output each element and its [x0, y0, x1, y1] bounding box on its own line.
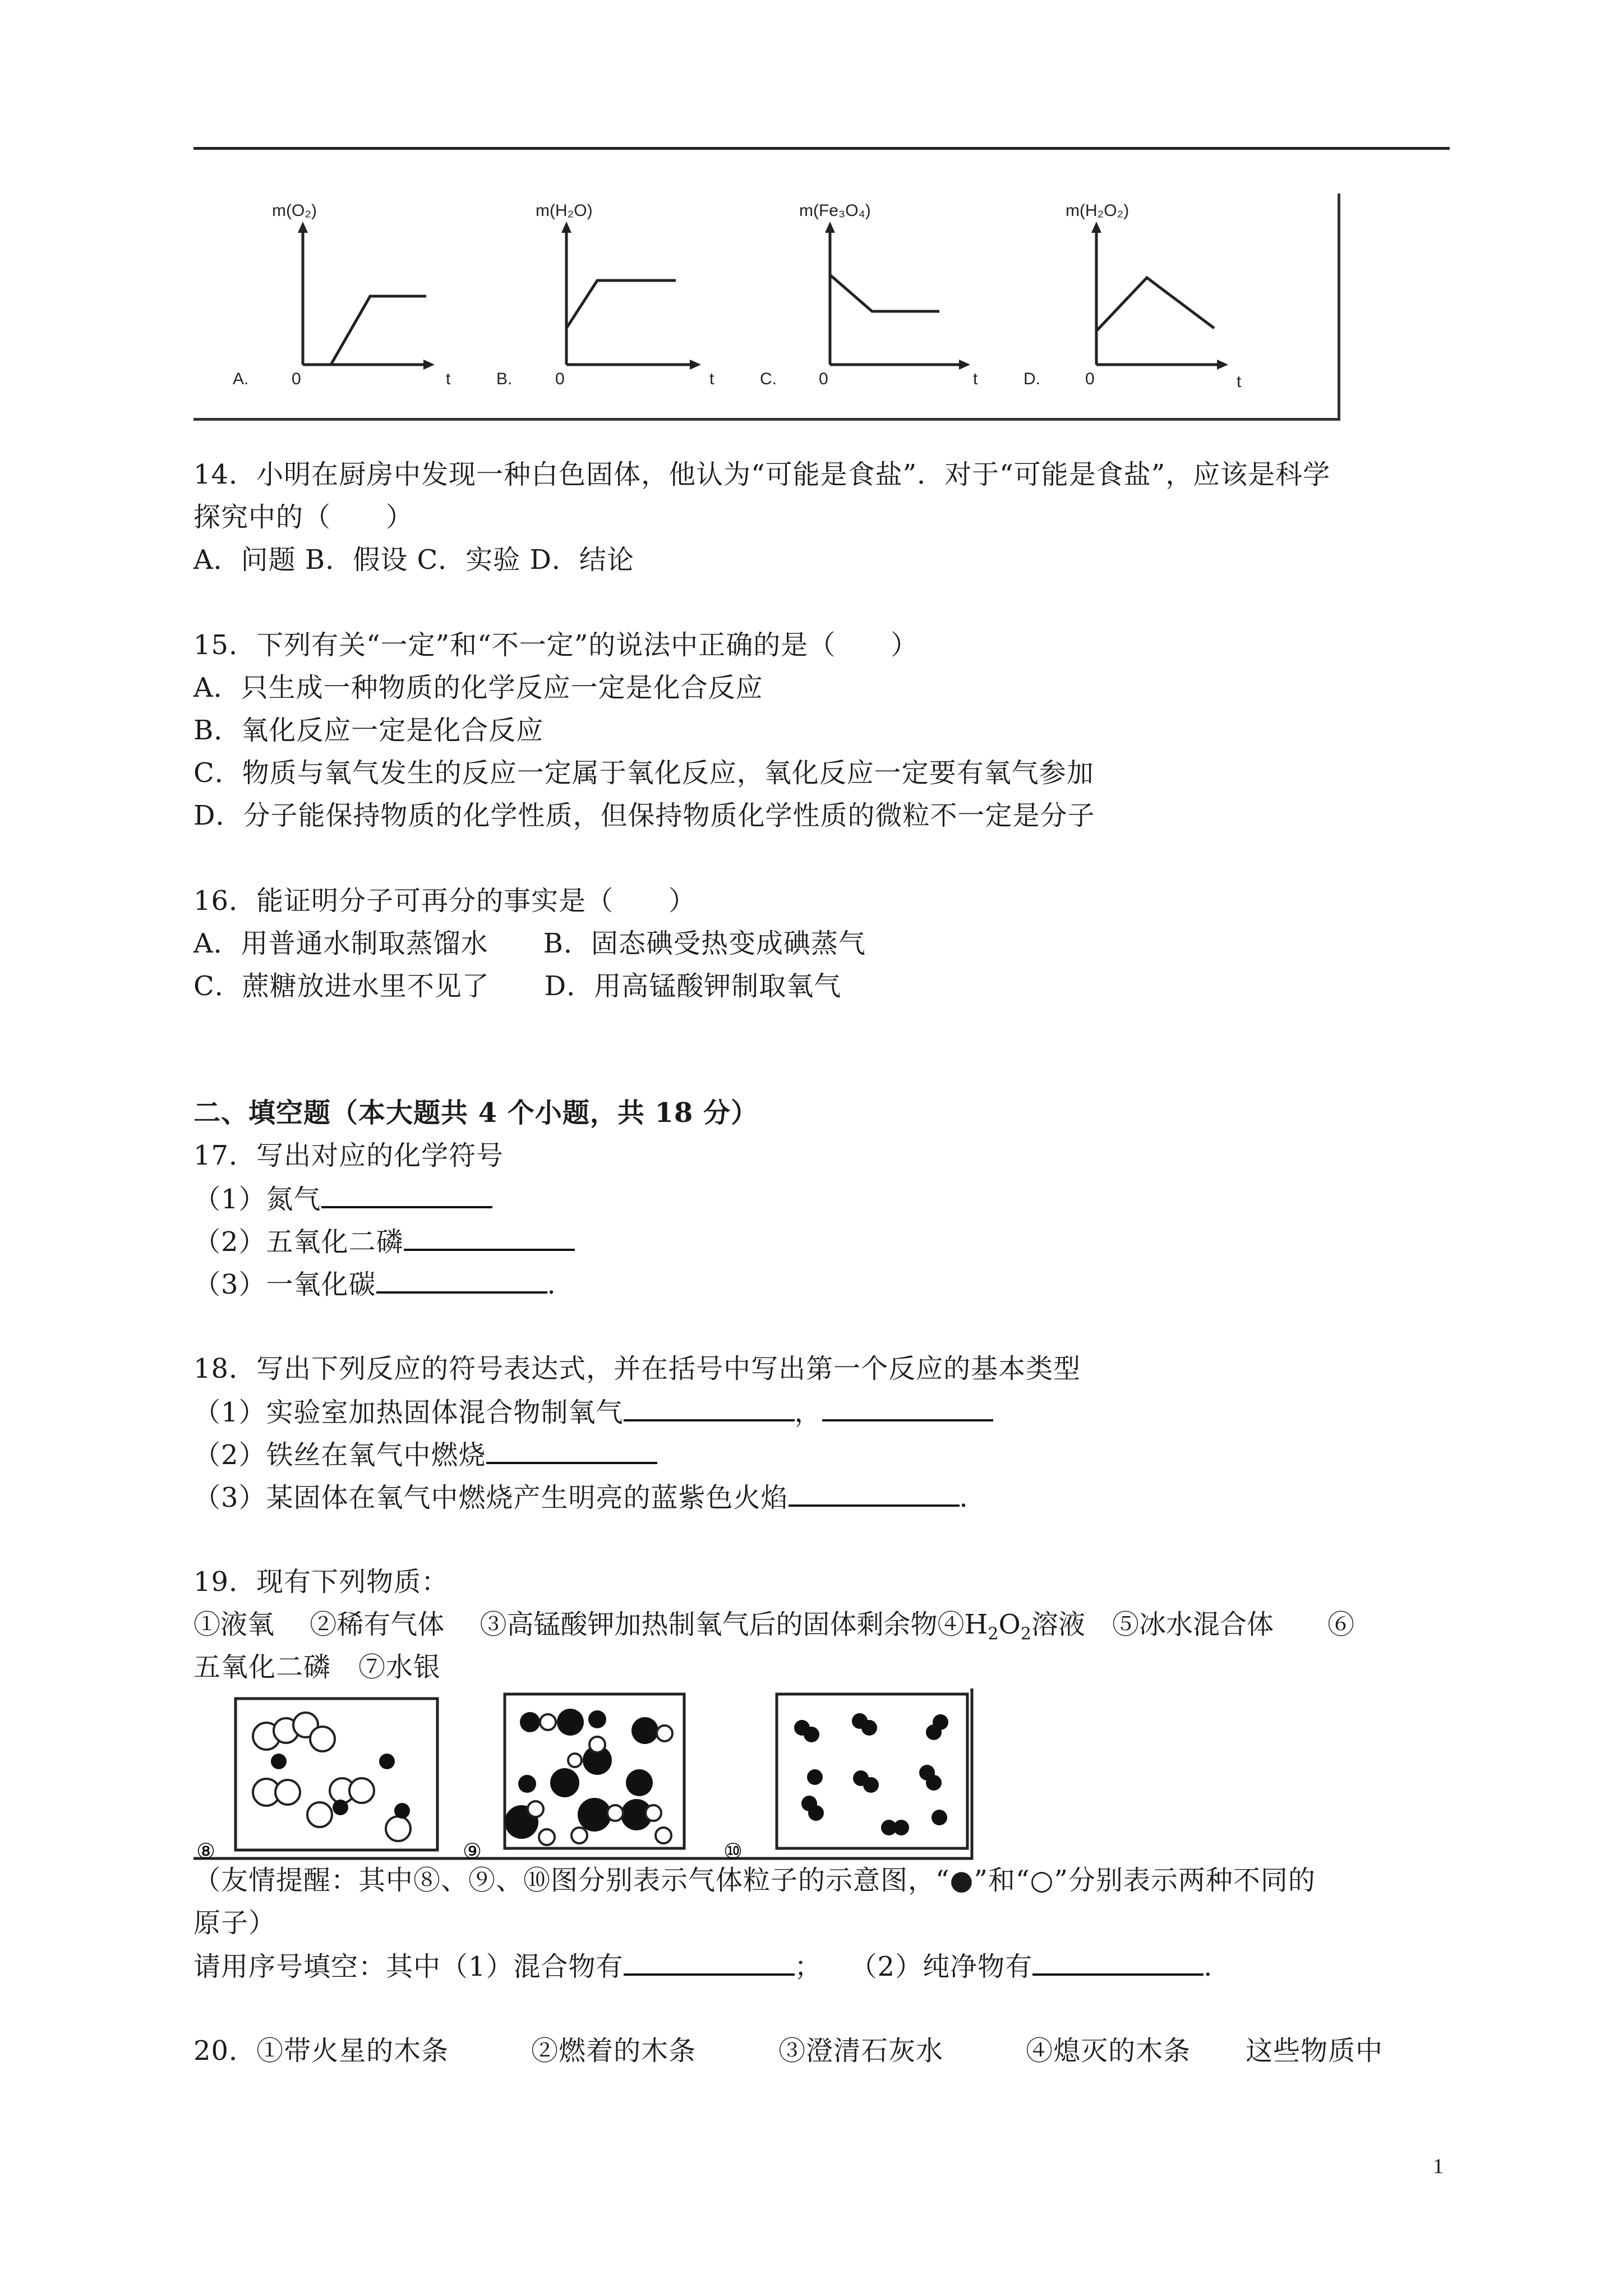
q18-item-1: [193, 1390, 993, 1434]
q16-options-cd: C．蔗糖放进水里不见了 D．用高锰酸钾制取氧气: [193, 970, 842, 1002]
q19-stem: 19．现有下列物质：: [193, 1566, 449, 1598]
graph-a: [233, 201, 451, 388]
q17-item-2: [193, 1220, 575, 1263]
mixture-answer-blank[interactable]: [624, 1944, 795, 1976]
particle-panel-10: [723, 1694, 967, 1864]
particle-panel-9: [463, 1694, 684, 1864]
answer-blank[interactable]: [321, 1177, 492, 1208]
graph-ylabel: m(H₂O₂): [1066, 201, 1129, 220]
q15-option-b: B．氧化反应一定是化合反应: [193, 715, 544, 746]
graph-ylabel: m(Fe₃O₄): [799, 201, 871, 220]
q19-list-part: 溶液 ⑤冰水混合体 ⑥: [1031, 1609, 1354, 1640]
q18-item-2: [193, 1433, 657, 1476]
graph-option-label: A.: [233, 370, 249, 388]
q19-fill-text: 请用序号填空：其中（1）混合物有: [193, 1951, 624, 1982]
graph-origin: 0: [1085, 370, 1095, 388]
answer-blank[interactable]: [789, 1475, 960, 1507]
graph-d: [1023, 201, 1242, 391]
period: .: [547, 1269, 556, 1300]
subscript: 2: [1020, 1624, 1031, 1644]
graph-origin: 0: [555, 370, 565, 388]
q15-option-a: A．只生成一种物质的化学反应一定是化合反应: [193, 672, 763, 703]
q19-substance-list-cont: 五氧化二磷 ⑦水银: [193, 1651, 441, 1683]
q14-stem: 14．小明在厨房中发现一种白色固体，他认为“可能是食盐”．对于“可能是食盐”，应该是科学: [193, 459, 1331, 490]
q18-item-3: [193, 1475, 969, 1519]
answer-blank[interactable]: [624, 1390, 795, 1421]
q15-option-c: C．物质与氧气发生的反应一定属于氧化反应，氧化反应一定要有氧气参加: [193, 757, 1094, 789]
q18-item-2-text: （2）铁丝在氧气中燃烧: [193, 1439, 486, 1471]
graph-xlabel: t: [446, 370, 451, 388]
q19-fill: [193, 1944, 1212, 1988]
answer-blank[interactable]: [376, 1262, 547, 1294]
q19-list-part: O: [998, 1609, 1021, 1640]
q17-item-3: [193, 1262, 556, 1306]
q14-options: A．问题 B．假设 C．实验 D．结论: [193, 544, 634, 576]
q16-options-ab: A．用普通水制取蒸馏水 B．固态碘受热变成碘蒸气: [193, 928, 866, 959]
q19-note-cont: 原子）: [193, 1907, 276, 1939]
graphs-options-figure: [193, 191, 1343, 421]
graph-origin: 0: [819, 370, 828, 388]
q19-list-part: ①液氧 ②稀有气体 ③高锰酸钾加热制氧气后的固体剩余物④H: [193, 1609, 988, 1640]
q17-item-2-text: （2）五氧化二磷: [193, 1226, 404, 1258]
q19-note: （友情提醒：其中⑧、⑨、⑩图分别表示气体粒子的示意图，“●”和“○”分别表示两种不同的: [193, 1865, 1316, 1896]
period: .: [1204, 1951, 1213, 1982]
graph-xlabel: t: [1237, 372, 1242, 391]
answer-blank-type[interactable]: [822, 1390, 993, 1421]
comma: ，: [794, 1397, 822, 1428]
panel-label-8: ⑧: [196, 1839, 216, 1864]
q18-item-3-text: （3）某固体在氧气中燃烧产生明亮的蓝紫色火焰: [193, 1482, 789, 1513]
q15-stem: 15．下列有关“一定”和“不一定”的说法中正确的是（ ）: [193, 629, 919, 661]
header-rule: [193, 147, 1450, 150]
q17-item-1-text: （1）氮气: [193, 1184, 321, 1215]
graph-ylabel: m(H₂O): [536, 201, 593, 220]
pure-answer-blank[interactable]: [1032, 1944, 1204, 1976]
graph-option-label: D.: [1023, 370, 1040, 388]
graph-ylabel: m(O₂): [272, 201, 317, 220]
particle-diagrams: [193, 1688, 979, 1868]
q17-item-3-text: （3）一氧化碳: [193, 1269, 376, 1300]
graph-origin: 0: [292, 370, 301, 388]
graph-xlabel: t: [709, 370, 714, 388]
graph-c: [760, 201, 978, 388]
q18-stem: 18．写出下列反应的符号表达式，并在括号中写出第一个反应的基本类型: [193, 1353, 1081, 1384]
q15-option-d: D．分子能保持物质的化学性质，但保持物质化学性质的微粒不一定是分子: [193, 800, 1095, 831]
graph-b: [496, 201, 714, 388]
panel-label-10: ⑩: [723, 1839, 743, 1864]
q16-stem: 16．能证明分子可再分的事实是（ ）: [193, 885, 697, 917]
panel-label-9: ⑨: [463, 1839, 482, 1864]
q17-item-1: [193, 1177, 492, 1221]
answer-blank[interactable]: [404, 1220, 575, 1251]
q20-line: 20．①带火星的木条 ②燃着的木条 ③澄清石灰水 ④熄灭的木条 这些物质中: [193, 2035, 1384, 2067]
section-title: 二、填空题（本大题共 4 个小题，共 18 分）: [193, 1097, 759, 1129]
graph-xlabel: t: [973, 370, 978, 388]
q14-stem-cont: 探究中的（ ）: [193, 501, 414, 533]
subscript: 2: [988, 1624, 999, 1644]
particle-panel-8: [196, 1699, 437, 1864]
graph-option-label: C.: [760, 370, 777, 388]
q17-stem: 17．写出对应的化学符号: [193, 1140, 504, 1171]
answer-blank[interactable]: [486, 1433, 657, 1464]
q19-fill-text-2: ； （2）纯净物有: [794, 1951, 1033, 1982]
page-number: 1: [1433, 2155, 1444, 2178]
q18-item-1-text: （1）实验室加热固体混合物制氧气: [193, 1397, 624, 1428]
graph-option-label: B.: [496, 370, 513, 388]
period: .: [959, 1482, 969, 1513]
